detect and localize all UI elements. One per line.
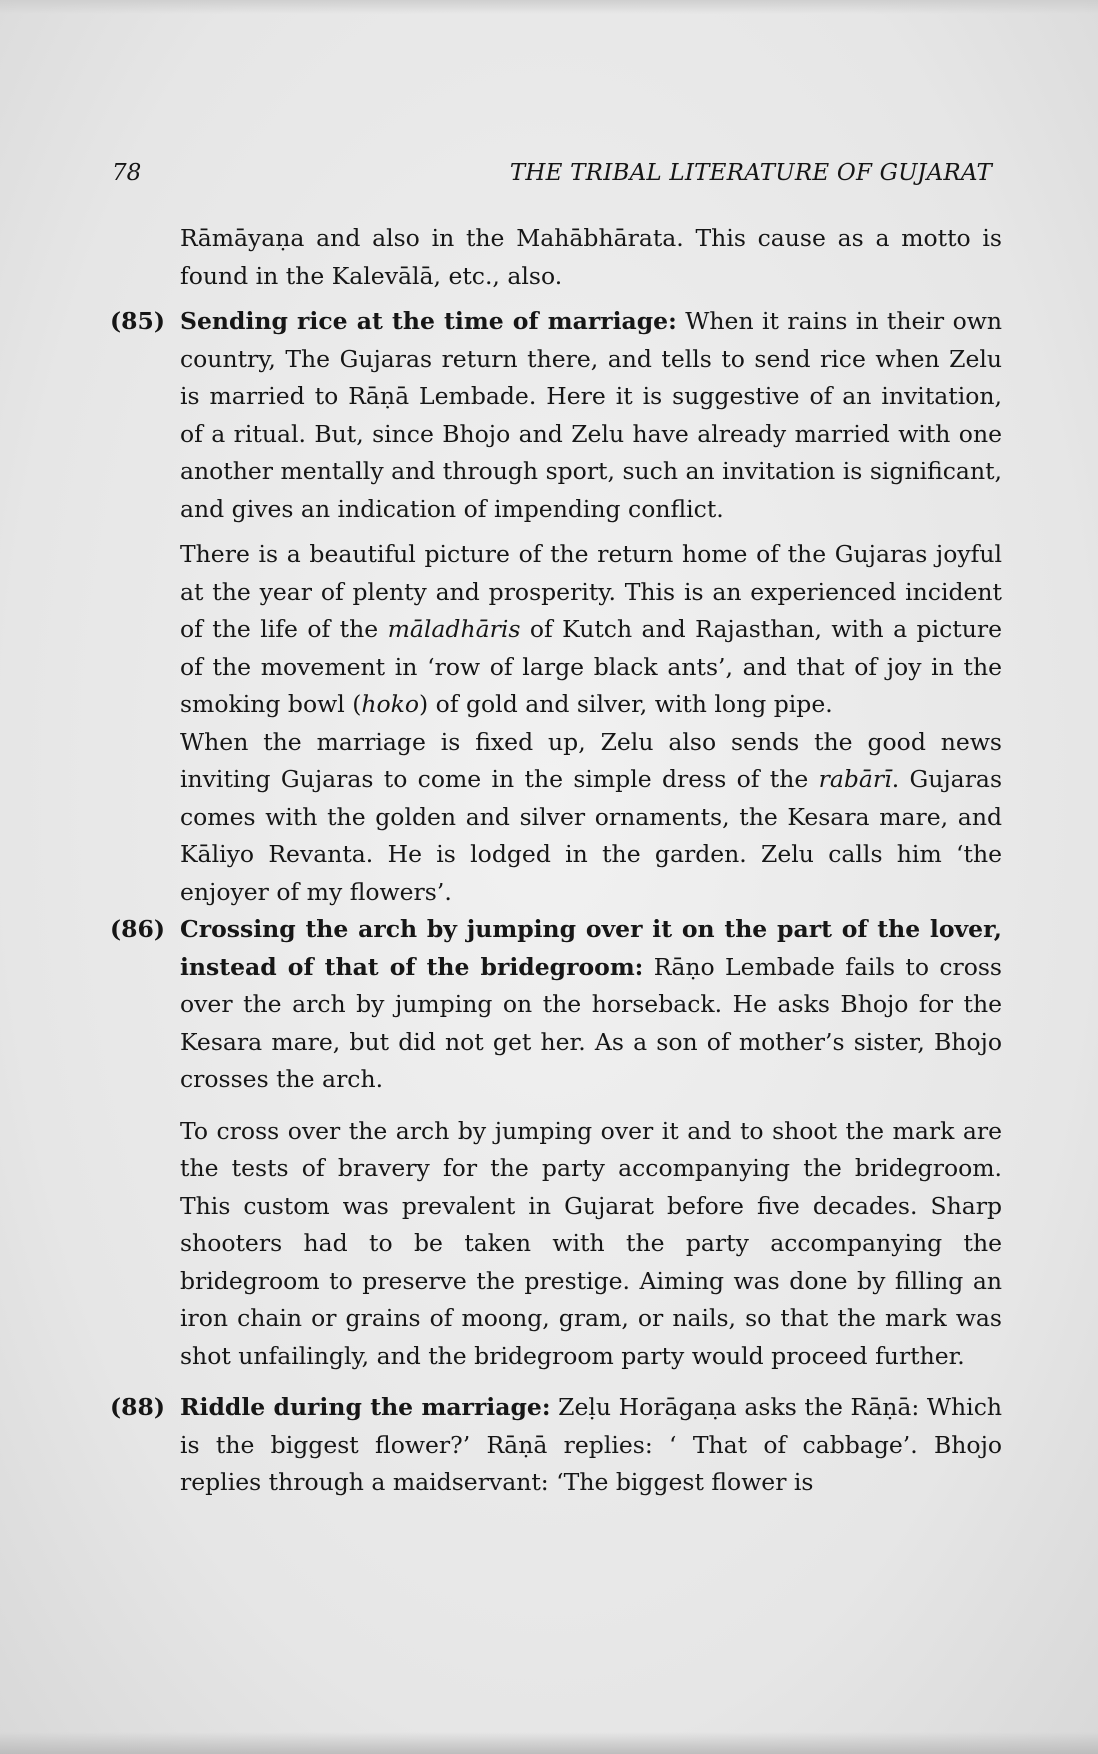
page-shadow-top xyxy=(0,0,1098,14)
entry-title: Crossing the arch by jumping over it on the part of the lover, instead of that of the bridegroom: xyxy=(180,915,1002,981)
text-run: ) of gold and silver, with long pipe. xyxy=(419,690,833,718)
entry-text: When it rains in their own country, The Gujaras return there, and tells to send rice when Zelu is married to Rāṇā Lembade. Here it is suggestive of an invitation, of a ritual. But, since Bhojo and Zelu have already married with one another mentally and through sport, such an invitation is significant, and gives an indication of impending conflict. xyxy=(180,307,1002,523)
entry-number: (88) xyxy=(110,1393,165,1421)
entry-number: (85) xyxy=(110,307,165,335)
text-run: When the marriage is fixed up, Zelu also sends the good news inviting Gujaras to come in the simple dress of the xyxy=(180,727,1002,793)
running-head: THE TRIBAL LITERATURE OF GUJARAT xyxy=(509,160,992,186)
entry-text: Rāṇo Lembade fails to cross over the arch by jumping on the horseback. He asks Bhojo for the Kesara mare, but did not get her. As a son of mother’s sister, Bhojo crosses the arch. xyxy=(180,952,1002,1093)
entry-text: Zeḷu Horāgaṇa asks the Rāṇā: Which is the biggest flower?’ Rāṇā replies: ‘ That of cabbage’. Bhojo replies through a maidservant: ‘The biggest flower is xyxy=(180,1393,1002,1496)
italic-term: hoko xyxy=(361,690,420,718)
page-shadow-bottom xyxy=(0,1732,1098,1754)
entry-85 xyxy=(110,303,1002,528)
entry-86-paragraph-2: To cross over the arch by jumping over it and to shoot the mark are the tests of bravery for the party accompanying the bridegroom. This custom was prevalent in Gujarat before five decades. Sharp shooters had to be taken with the party accompanying the bridegroom to preserve the prestige. Aiming was done by filling an iron chain or grains of moong, gram, or nails, so that the mark was shot unfailingly, and the bridegroom party would proceed further. xyxy=(180,1116,1002,1370)
entry-title: Sending rice at the time of marriage: xyxy=(180,307,677,335)
entry-88 xyxy=(110,1389,1002,1502)
continuation-paragraph: Rāmāyaṇa and also in the Mahābhārata. This cause as a motto is found in the Kalevālā, etc., also. xyxy=(180,224,1002,290)
page-header xyxy=(112,160,992,196)
text-run: . Gujaras comes with the golden and silver ornaments, the Kesara mare, and Kāliyo Revanta. He is lodged in the garden. Zelu calls him ‘the enjoyer of my flowers’. xyxy=(180,765,1002,906)
entry-85-paragraph-3 xyxy=(110,724,1002,912)
entry-85-paragraph-2 xyxy=(110,536,1002,724)
italic-term: māladhāris xyxy=(387,615,521,643)
italic-term: rabārī xyxy=(818,765,892,793)
text-run: There is a beautiful picture of the return home of the Gujaras joyful at the year of plenty and prosperity. This is an experienced incident of the life of the xyxy=(180,540,1002,643)
page-body xyxy=(110,220,1002,1502)
page-number: 78 xyxy=(112,160,142,186)
entry-number: (86) xyxy=(110,915,165,943)
text-run: of Kutch and Rajasthan, with a picture of the movement in ‘row of large black ants’, and that of joy in the smoking bowl ( xyxy=(180,615,1002,718)
entry-86 xyxy=(110,911,1002,1099)
entry-title: Riddle during the marriage: xyxy=(180,1393,551,1421)
